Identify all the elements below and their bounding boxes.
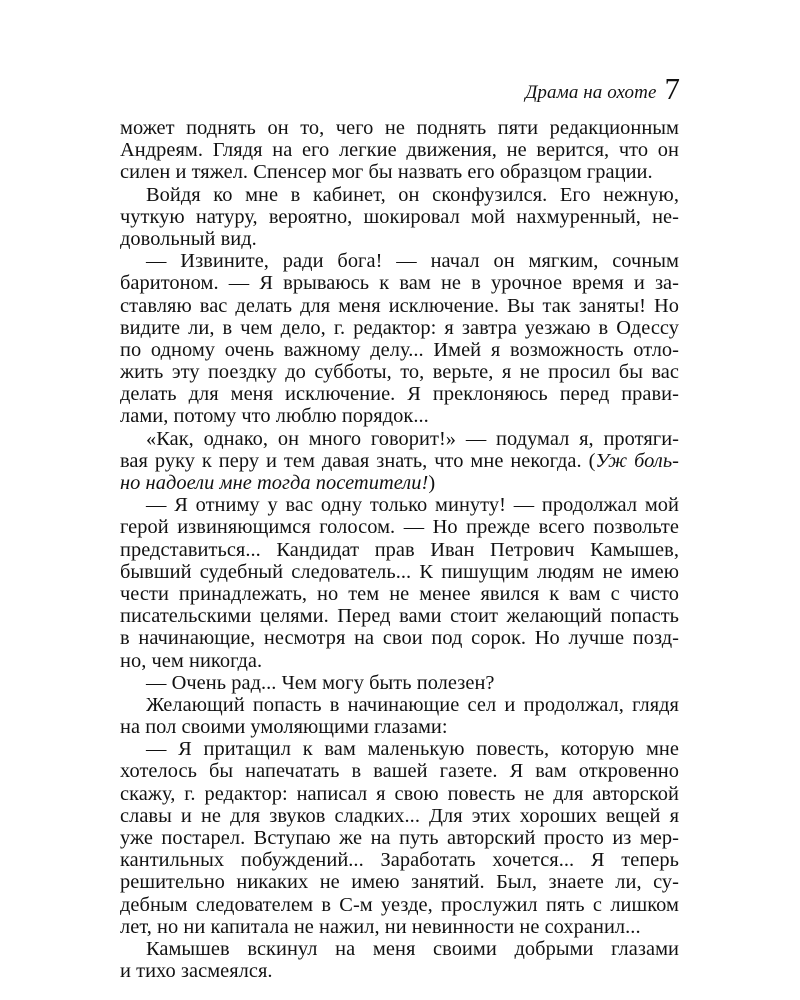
text-line: жить эту поездку до субботы, то, верьте, я не просил бы вас bbox=[120, 361, 679, 384]
text-line: лами, потому что люблю порядок... bbox=[120, 405, 429, 428]
text-line: хотелось бы напечатать в вашей газете. Я вам откровенно bbox=[120, 760, 679, 783]
text-line: решительно никаких не имею занятий. Был, знаете ли, су- bbox=[120, 871, 679, 894]
text-line: в начинающие, несмотря на свои под сорок. Но лучше позд- bbox=[120, 627, 679, 650]
text-line: силен и тяжел. Спенсер мог бы назвать его образцом грации. bbox=[120, 161, 653, 184]
text-line: лет, но ни капитала не нажил, ни невинности не сохранил... bbox=[120, 915, 641, 938]
running-head bbox=[480, 70, 680, 106]
text-line: скажу, г. редактор: написал я свою повесть не для авторской bbox=[120, 782, 679, 805]
text-line bbox=[120, 450, 679, 472]
text-line: Войдя ко мне в кабинет, он сконфузился. Его нежную, bbox=[146, 183, 679, 206]
text-line: уже постарел. Вступаю же на путь авторский просто из мер- bbox=[120, 827, 679, 849]
body-text bbox=[120, 117, 679, 982]
text-line: герой извиняющимся голосом. — Но прежде всего позвольте bbox=[120, 516, 679, 539]
running-title: Драма на охоте bbox=[525, 82, 657, 103]
text-line: может поднять он то, чего не поднять пяти редакционным bbox=[120, 117, 679, 139]
text-line bbox=[120, 472, 679, 494]
text-line: писательскими целями. Перед вами стоит желающий попасть bbox=[120, 605, 679, 628]
text-line: бывший судебный следователь... К пишущим людям не имею bbox=[120, 560, 679, 583]
text-line: дебным следователем в С-м уезде, прослужил пять с лишком bbox=[120, 893, 679, 916]
italic-fragment: но надоели мне тогда посетители! bbox=[120, 472, 429, 494]
text-line: «Как, однако, он много говорит!» — подумал я, протяги- bbox=[146, 427, 679, 450]
text-line: славы и не для звуков сладких... Для этих хороших вещей я bbox=[120, 804, 679, 827]
italic-fragment: Уж боль- bbox=[595, 449, 679, 472]
text-line: на пол своими умоляющими глазами: bbox=[120, 716, 448, 739]
text-line: — Извините, ради бога! — начал он мягким, сочным bbox=[146, 250, 679, 273]
text-fragment: ) bbox=[428, 472, 436, 494]
page-number: 7 bbox=[664, 71, 680, 106]
text-line: баритоном. — Я врываюсь к вам не в урочное время и за- bbox=[120, 272, 679, 295]
text-line: делать для меня исключение. Я преклоняюсь перед прави- bbox=[120, 383, 679, 406]
text-line: — Я отниму у вас одну только минуту! — продолжал мой bbox=[146, 494, 679, 517]
text-line: Камышев вскинул на меня своими добрыми глазами bbox=[146, 937, 679, 960]
text-fragment: вая руку к перу и тем давая знать, что мне некогда. ( bbox=[120, 449, 596, 472]
text-line: Желающий попасть в начинающие сел и продолжал, глядя bbox=[146, 693, 679, 716]
text-line: Андреям. Глядя на его легкие движения, не верится, что он bbox=[120, 139, 679, 162]
text-line: кантильных побуждений... Заработать хочется... Я теперь bbox=[120, 849, 679, 872]
text-line: но, чем никогда. bbox=[120, 649, 263, 672]
text-line: видите ли, в чем дело, г. редактор: я завтра уезжаю в Одессу bbox=[120, 316, 679, 339]
text-line: чести принадлежать, но тем не менее явился к вам с чисто bbox=[120, 582, 679, 605]
text-line: — Очень рад... Чем могу быть полезен? bbox=[146, 671, 495, 694]
text-line: ставляю вас делать для меня исключение. Вы так заняты! Но bbox=[120, 294, 679, 317]
text-line: довольный вид. bbox=[120, 227, 257, 250]
text-line: — Я притащил к вам маленькую повесть, которую мне bbox=[146, 738, 679, 761]
text-line: по одному очень важному делу... Имей я возможность отло- bbox=[120, 338, 679, 361]
text-line: представиться... Кандидат прав Иван Петрович Камышев, bbox=[120, 538, 679, 561]
text-line: и тихо засмеялся. bbox=[120, 960, 273, 983]
text-line: чуткую натуру, вероятно, шокировал мой нахмуренный, не- bbox=[120, 205, 679, 228]
